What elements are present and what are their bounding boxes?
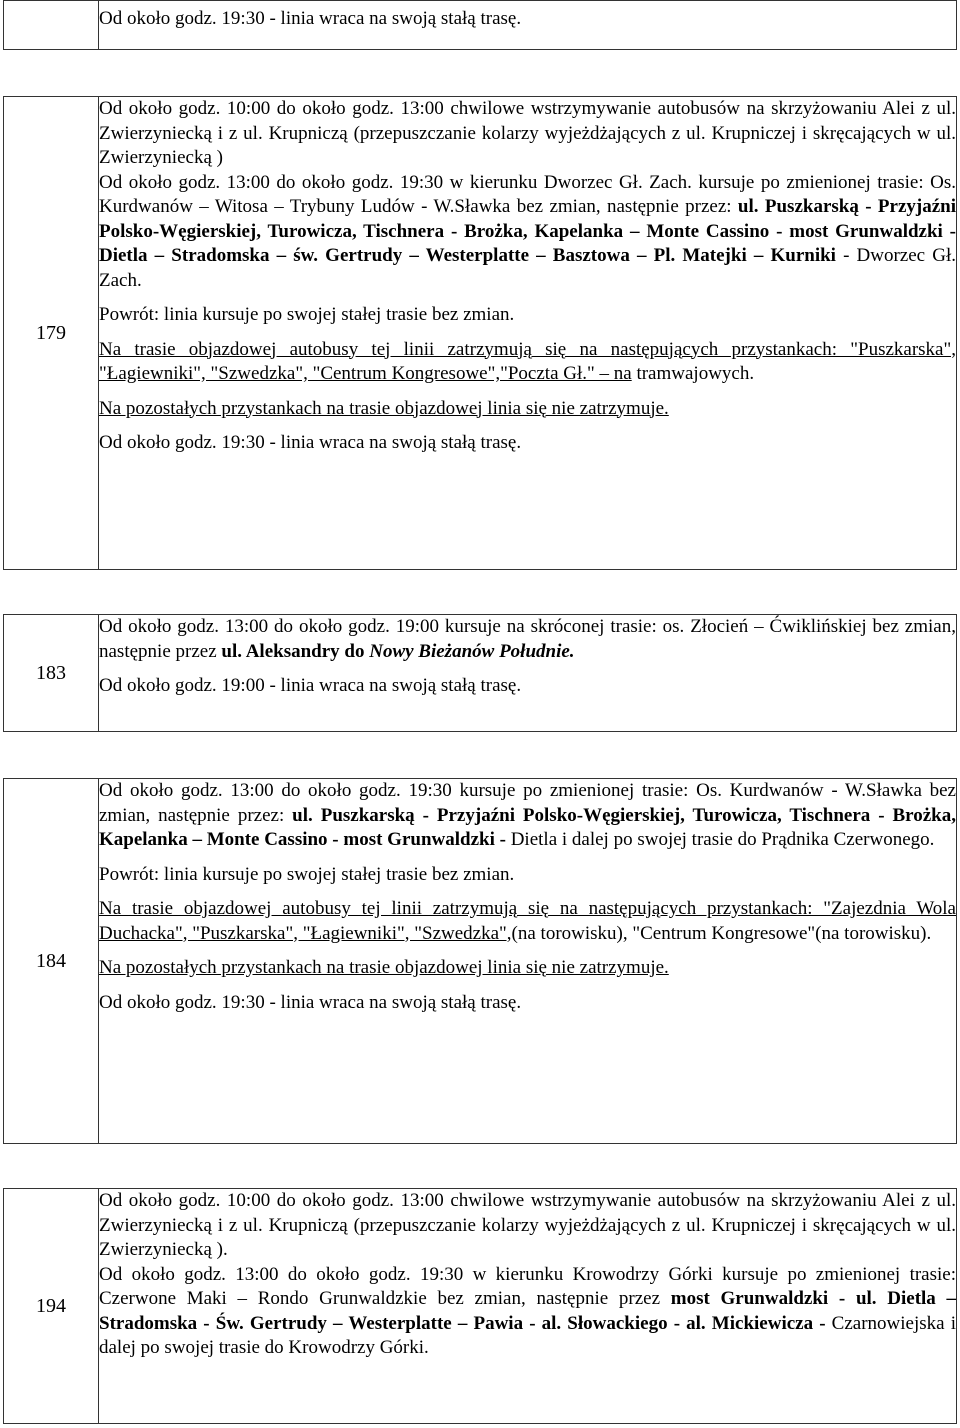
return-note: Od około godz. 19:30 - linia wraca na swoją stałą trasę. [99,8,522,29]
no-stop-note: Na pozostałych przystankach na trasie objazdowej linia się nie zatrzymuje. [99,397,669,419]
route-number: 183 [36,661,66,684]
route-content-cell [99,1189,957,1424]
route-number: 194 [36,1294,66,1317]
route-number-cell [4,1,99,50]
return-route-note: Powrót: linia kursuje po swojej stałej trasie bez zmian. [99,863,515,885]
stops-note: Na trasie objazdowej autobusy tej linii zatrzymują się na następujących przystankach: "Zajezdnia Wola Duchacka", "Puszkarska", "Łagiewniki", "Szwedzka",(na torowisku), "Centrum Kongresowe"(na torowisku). [99,898,956,944]
detour-description: Od około godz. 13:00 do około godz. 19:30 w kierunku Krowodrzy Górki kursuje po zmienionej trasie: Czerwone Maki – Rondo Grunwaldzkie bez zmian, następnie przez most Grunwaldzki - ul. Dietla – Stradomska - Św. Gertrudy – Westerplatte – Pawia - al. Słowackiego - al. Mickiewicza - Czarnowiejska i dalej po swojej trasie do Krowodrzy Górki. [99,1263,957,1358]
route-number: 179 [36,321,66,344]
route-number-cell [4,97,99,570]
route-table-194 [3,1188,957,1424]
no-stop-note: Na pozostałych przystankach na trasie objazdowej linia się nie zatrzymuje. [99,957,669,978]
restore-note: Od około godz. 19:30 - linia wraca na swoją stałą trasę. [99,991,522,1013]
route-content-cell [99,97,957,570]
detour-route: ul. Puszkarską - Przyjaźni Polsko-Węgierskiej, Turowicza, Tischnera - Brożka, Kapelanka – Monte Cassino - most Grunwaldzki - Dietla – Stradomska – św. Gertrudy – Westerplatte – Basztowa – Pl. Matejki – Kurniki [99,196,956,266]
route-content-cell [99,1,957,50]
detour-route: ul. Puszkarską - Przyjaźni Polsko-Węgierskiej, Turowicza, Tischnera - Brożka, Kapelanka – Monte Cassino - most Grunwaldzki - [99,804,956,850]
route-table-179 [3,96,957,570]
route-number-cell [4,1189,99,1424]
restore-note: Od około godz. 19:30 - linia wraca na swoją stałą trasę. [99,432,522,453]
detour-description: Od około godz. 13:00 do około godz. 19:30 kursuje po zmienionej trasie: Os. Kurdwanów - W.Sławka bez zmian, następnie przez: ul. Puszkarską - Przyjaźni Polsko-Węgierskiej, Turowicza, Tischnera - Brożka, Kapelanka – Monte Cassino - most Grunwaldzki - Dietla i dalej po swojej trasie do Prądnika Czerwonego. [99,780,956,850]
route-content-cell [99,779,957,1144]
return-route-note: Powrót: linia kursuje po swojej stałej trasie bez zmian. [99,304,515,325]
restore-note: Od około godz. 19:00 - linia wraca na swoją stałą trasę. [99,675,522,696]
route-number-cell [4,779,99,1144]
route-table-184 [3,778,957,1144]
route-table-top [3,0,957,50]
detour-description: Od około godz. 13:00 do około godz. 19:30 w kierunku Dworzec Gł. Zach. kursuje po zmienionej trasie: Os. Kurdwanów – Witosa – Trybuny Ludów - W.Sławka bez zmian, następnie przez: ul. Puszkarską - Przyjaźni Polsko-Węgierskiej, Turowicza, Tischnera - Brożka, Kapelanka – Monte Cassino - most Grunwaldzki - Dietla – Stradomska – św. Gertrudy – Westerplatte – Basztowa – Pl. Matejki – Kurniki - Dworzec Gł. Zach. [99,171,956,291]
route-content-cell [99,615,957,732]
pause-note: Od około godz. 10:00 do około godz. 13:00 chwilowe wstrzymywanie autobusów na skrzyżowaniu Alei z ul. Zwierzyniecką i z ul. Krupniczą (przepuszczanie kolarzy wyjeżdżających z ul. Krupniczej i skręcających w ul. Zwierzyniecką ) [99,98,956,168]
route-number-cell [4,615,99,732]
stops-note: Na trasie objazdowej autobusy tej linii zatrzymują się na następujących przystankach: "Puszkarska", "Łagiewniki", "Szwedzka", "Centrum Kongresowe","Poczta Gł." – na tramwajowych. [99,338,956,384]
pause-note: Od około godz. 10:00 do około godz. 13:00 chwilowe wstrzymywanie autobusów na skrzyżowaniu Alei z ul. Zwierzyniecką i z ul. Krupniczą (przepuszczanie kolarzy wyjeżdżających z ul. Krupniczej i skręcających w ul. Zwierzyniecką ). [99,1190,956,1260]
route-number: 184 [36,949,66,972]
detour-route: most Grunwaldzki - ul. Dietla – Stradomska - Św. Gertrudy – Westerplatte – Pawia - al. Słowackiego - al. Mickiewicza - [99,1288,957,1334]
route-table-183 [3,614,957,732]
detour-description: Od około godz. 13:00 do około godz. 19:00 kursuje na skróconej trasie: os. Złocień – Ćwiklińskiej bez zmian, następnie przez ul. Aleksandry do Nowy Bieżanów Południe. [99,616,956,662]
